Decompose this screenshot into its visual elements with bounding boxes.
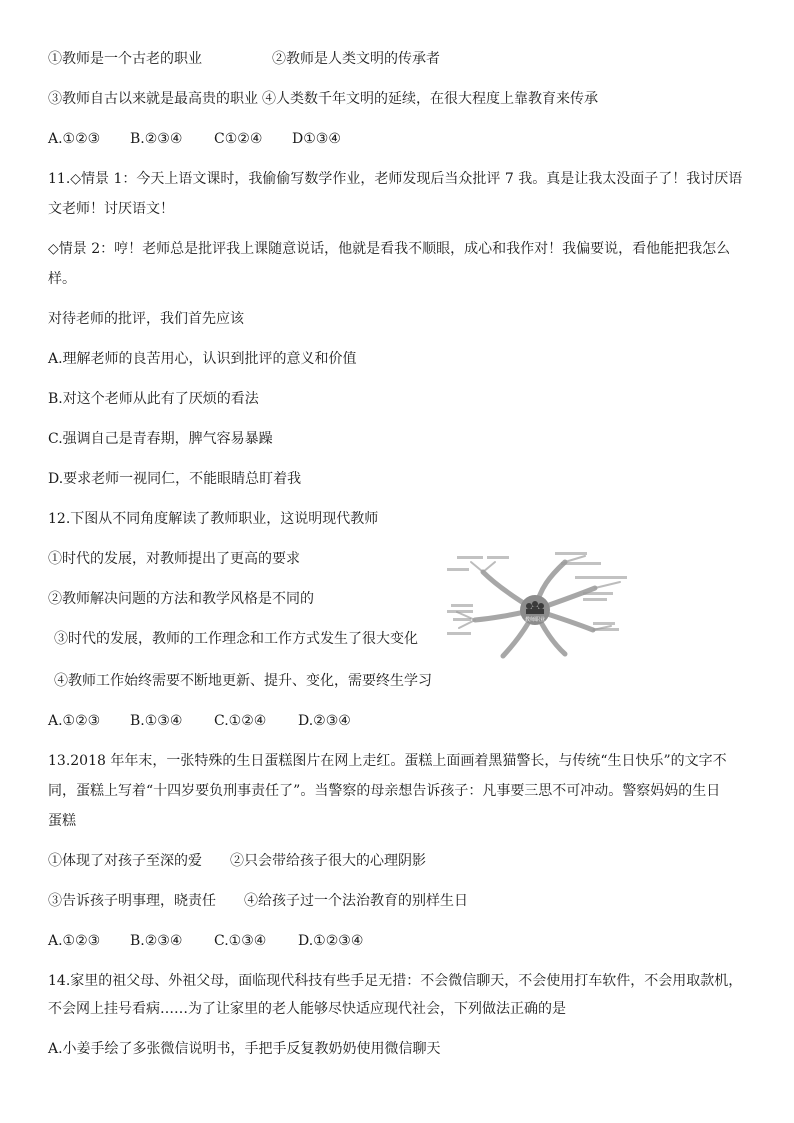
- q13-option-a: A.①②③: [48, 933, 101, 949]
- q11-situation-1-cont: 文老师！讨厌语文！: [48, 201, 174, 217]
- q13-option-c: C.①③④: [214, 933, 267, 949]
- q11-option-c: C.强调自己是青春期，脾气容易暴躁: [48, 431, 273, 447]
- q10-option-a: A.①②③: [48, 131, 101, 147]
- q10-option-d: D①③④: [292, 131, 341, 147]
- q10-option-c: C①②④: [214, 131, 263, 147]
- q11-situation-1: 11.◇情景 1：今天上语文课时，我偷偷写数学作业，老师发现后当众批评 7 我。真是让我太没面子了！我讨厌语: [48, 171, 743, 187]
- q13-option-d: D.①②③④: [298, 933, 364, 949]
- teacher-profession-mindmap: [435, 548, 635, 666]
- q13-stem-line-1: 13.2018 年年末，一张特殊的生日蛋糕图片在网上走红。蛋糕上面画着黑猫警长，与传统“生日快乐”的文字不: [48, 753, 727, 769]
- q11-option-a: A.理解老师的良苦用心，认识到批评的意义和价值: [48, 351, 357, 367]
- q11-question: 对待老师的批评，我们首先应该: [48, 311, 244, 327]
- q12-statement-1: ①时代的发展，对教师提出了更高的要求: [48, 551, 300, 567]
- q12-statement-2: ②教师解决问题的方法和教学风格是不同的: [48, 591, 314, 607]
- q13-stem-line-3: 蛋糕: [48, 813, 76, 829]
- q12-option-a: A.①②③: [48, 713, 101, 729]
- q10-statement-3: ③教师自古以来就是最高贵的职业: [48, 91, 258, 107]
- q12-option-b: B.①③④: [130, 713, 183, 729]
- q11-option-b: B.对这个老师从此有了厌烦的看法: [48, 391, 259, 407]
- q11-option-d: D.要求老师一视同仁，不能眼睛总盯着我: [48, 471, 302, 487]
- q12-option-d: D.②③④: [298, 713, 351, 729]
- q14-stem-line-2: 不会网上挂号看病……为了让家里的老人能够尽快适应现代社会，下列做法正确的是: [48, 1001, 566, 1017]
- q14-option-a: A.小姜手绘了多张微信说明书，手把手反复教奶奶使用微信聊天: [48, 1041, 441, 1057]
- q13-stem-line-2: 同，蛋糕上写着“十四岁要负刑事责任了”。当警察的母亲想告诉孩子：凡事要三思不可冲动。警察妈妈的生日: [48, 783, 721, 799]
- q11-situation-2: ◇情景 2：哼！老师总是批评我上课随意说话，他就是看我不顺眼，成心和我作对！我偏要说，看他能把我怎么: [48, 241, 731, 257]
- q12-option-c: C.①②④: [214, 713, 267, 729]
- q12-statement-3: ③时代的发展，教师的工作理念和工作方式发生了很大变化: [54, 631, 418, 647]
- q14-stem-line-1: 14.家里的祖父母、外祖父母，面临现代科技有些手足无措：不会微信聊天，不会使用打车软件，不会用取款机，: [48, 973, 743, 989]
- q10-statement-1: ①教师是一个古老的职业: [48, 51, 202, 67]
- mindmap-center-label: 教师职业: [524, 617, 546, 623]
- q12-statement-4: ④教师工作始终需要不断地更新、提升、变化，需要终生学习: [54, 673, 432, 689]
- q10-statement-2: ②教师是人类文明的传承者: [272, 51, 440, 67]
- q11-situation-2-cont: 样。: [48, 271, 76, 287]
- q12-stem: 12.下图从不同角度解读了教师职业，这说明现代教师: [48, 511, 379, 527]
- q10-statement-4: ④人类数千年文明的延续，在很大程度上靠教育来传承: [262, 91, 598, 107]
- q13-statements-3-4: ③告诉孩子明事理，晓责任 ④给孩子过一个法治教育的别样生日: [48, 893, 468, 909]
- q13-option-b: B.②③④: [130, 933, 183, 949]
- q13-statements-1-2: ①体现了对孩子至深的爱 ②只会带给孩子很大的心理阴影: [48, 853, 426, 869]
- q10-option-b: B.②③④: [130, 131, 183, 147]
